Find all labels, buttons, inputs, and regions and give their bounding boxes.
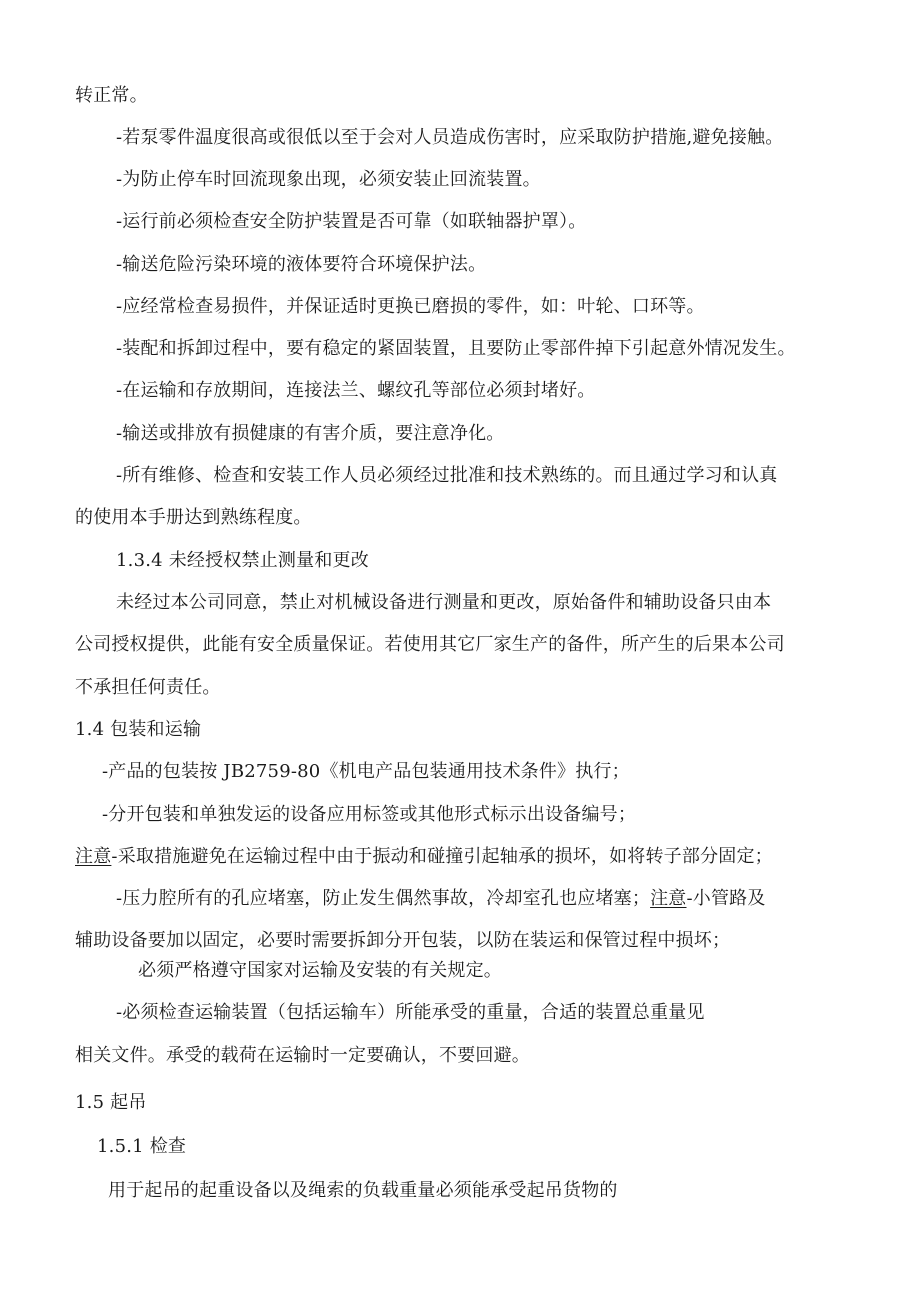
note-text: -小管路及 xyxy=(686,888,766,909)
text-segment: -压力腔所有的孔应堵塞，防止发生偶然事故，冷却室孔也应堵塞； xyxy=(116,888,651,909)
note-label: 注意 xyxy=(75,846,112,867)
note-line xyxy=(75,845,773,869)
text-line: -在运输和存放期间，连接法兰、螺纹孔等部位必须封堵好。 xyxy=(116,380,596,401)
text-line: -输送或排放有损健康的有害介质，要注意净化。 xyxy=(116,423,505,444)
text-line: -应经常检查易损件，并保证适时更换已磨损的零件，如：叶轮、口环等。 xyxy=(116,296,705,317)
subsection-heading: 1.5.1 检查 xyxy=(97,1136,187,1157)
text-line: -装配和拆卸过程中，要有稳定的紧固装置，且要防止零部件掉下引起意外情况发生。 xyxy=(116,338,796,359)
text-line: 公司授权提供，此能有安全质量保证。若使用其它厂家生产的备件，所产生的后果本公司 xyxy=(75,634,785,655)
text-line: 未经过本公司同意，禁止对机械设备进行测量和更改，原始备件和辅助设备只由本 xyxy=(116,592,772,613)
text-line: 相关文件。承受的载荷在运输时一定要确认，不要回避。 xyxy=(75,1045,530,1066)
text-line: -运行前必须检查安全防护装置是否可靠（如联轴器护罩）。 xyxy=(116,211,587,232)
text-line: 的使用本手册达到熟练程度。 xyxy=(75,507,312,528)
text-line: -必须检查运输装置（包括运输车）所能承受的重量，合适的装置总重量见 xyxy=(116,1002,705,1023)
text-line: -所有维修、检查和安装工作人员必须经过批准和技术熟练的。而且通过学习和认真 xyxy=(116,465,778,486)
text-line: -分开包装和单独发运的设备应用标签或其他形式标示出设备编号； xyxy=(102,804,637,825)
text-line: -若泵零件温度很高或很低以至于会对人员造成伤害时，应采取防护措施,避免接触。 xyxy=(116,127,784,148)
text-line: 用于起吊的起重设备以及绳索的负载重量必须能承受起吊货物的 xyxy=(108,1180,618,1201)
section-heading: 1.4 包装和运输 xyxy=(75,719,202,740)
text-line: 转正常。 xyxy=(75,85,148,106)
text-line: -输送危险污染环境的液体要符合环境保护法。 xyxy=(116,254,487,275)
note-label: 注意 xyxy=(650,888,687,909)
text-line: 辅助设备要加以固定，必要时需要拆卸分开包装，以防在装运和保管过程中损坏； xyxy=(75,930,731,951)
note-text: -采取措施避免在运输过程中由于振动和碰撞引起轴承的损坏，如将转子部分固定； xyxy=(111,846,773,867)
note-line xyxy=(116,887,766,911)
section-heading: 1.3.4 未经授权禁止测量和更改 xyxy=(116,550,369,571)
text-line: -为防止停车时回流现象出现，必须安装止回流装置。 xyxy=(116,169,541,190)
section-heading: 1.5 起吊 xyxy=(75,1092,147,1113)
text-line: 必须严格遵守国家对运输及安装的有关规定。 xyxy=(138,960,502,981)
text-line: -产品的包装按 JB2759-80《机电产品包装通用技术条件》执行； xyxy=(102,761,630,782)
text-line: 不承担任何责任。 xyxy=(75,677,221,698)
